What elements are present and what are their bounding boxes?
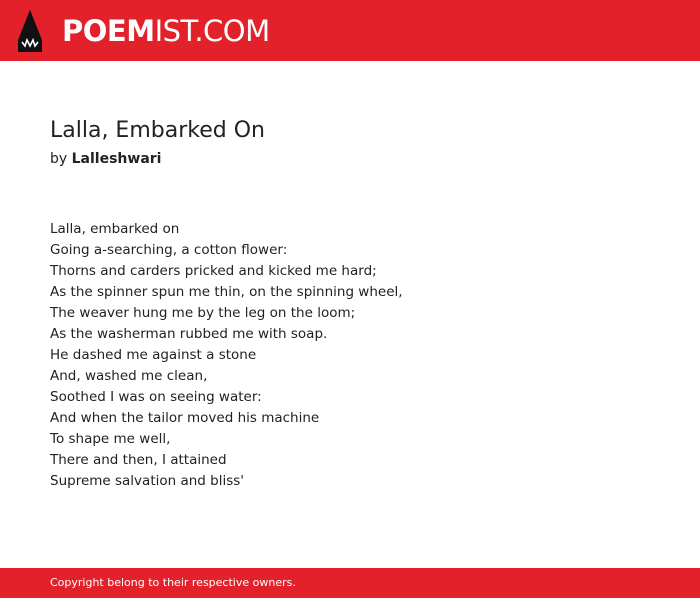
site-header <box>0 0 700 61</box>
pencil-tip-icon[interactable] <box>17 9 43 53</box>
poem-line: Supreme salvation and bliss' <box>50 473 245 489</box>
by-label: by <box>50 151 68 167</box>
byline <box>50 149 161 169</box>
site-logo[interactable] <box>62 13 270 49</box>
poem-line: As the washerman rubbed me with soap. <box>50 326 328 342</box>
site-footer <box>0 568 700 598</box>
poem-line: He dashed me against a stone <box>50 347 257 363</box>
poem-line: To shape me well, <box>50 431 171 447</box>
poem-line: And, washed me clean, <box>50 368 208 384</box>
poem-line: Lalla, embarked on <box>50 221 180 237</box>
poem-line: And when the tailor moved his machine <box>50 410 320 426</box>
poem-line: As the spinner spun me thin, on the spinning wheel, <box>50 284 403 300</box>
author-name: Lalleshwari <box>71 151 162 167</box>
poem-line: Thorns and carders pricked and kicked me hard; <box>50 263 377 279</box>
poem-line: There and then, I attained <box>50 452 227 468</box>
poem-title: Lalla, Embarked On <box>50 118 265 143</box>
copyright-text: Copyright belong to their respective owners. <box>50 576 296 589</box>
logo-bold-text: POEM <box>62 14 155 48</box>
poem-line: Soothed I was on seeing water: <box>50 389 262 405</box>
poem-line: The weaver hung me by the leg on the loom; <box>50 305 356 321</box>
logo-light-text: IST.COM <box>154 14 270 48</box>
poem-line: Going a-searching, a cotton flower: <box>50 242 288 258</box>
poem-body <box>50 219 403 492</box>
